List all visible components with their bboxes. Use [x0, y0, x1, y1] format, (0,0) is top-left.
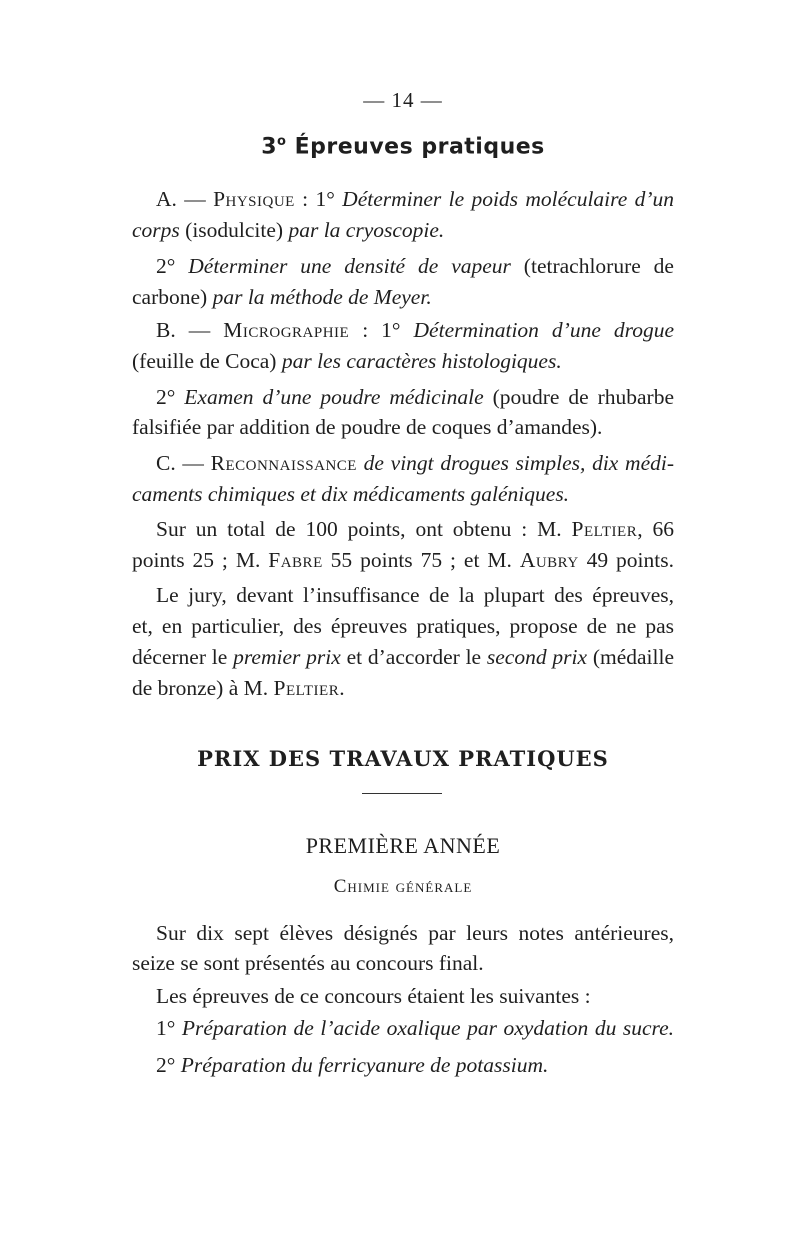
paragraph-line: Sur dix sept élèves désignés par leurs notes antérieures, — [156, 921, 674, 945]
paragraph-line — [132, 479, 674, 509]
text-span: second prix — [486, 645, 588, 669]
paragraph-line — [132, 315, 674, 345]
text-span: A. — — [156, 187, 214, 211]
text-span: Physique — [213, 187, 295, 211]
text-span: Examen d’une poudre médicinale — [184, 385, 484, 409]
paragraph-line — [132, 1013, 674, 1043]
text-span: (tetrachlorure de — [510, 254, 674, 278]
paragraph-line — [132, 382, 674, 412]
section-number: 3 — [261, 134, 278, 160]
text-span: Micrographie — [223, 318, 350, 342]
text-span: 2° — [156, 385, 185, 409]
text-span: carbone) — [132, 285, 213, 309]
heading-premiere-annee: PREMIÈRE ANNÉE — [305, 833, 501, 858]
text-span: : 1° — [349, 318, 414, 342]
divider-rule — [362, 793, 442, 794]
text-span: Peltier — [273, 676, 340, 700]
text-span: par la cryoscopie. — [288, 218, 445, 242]
text-span: décerner le — [132, 645, 234, 669]
text-span: points 25 ; M. — [132, 548, 269, 572]
text-span: Peltier — [571, 517, 638, 541]
text-span: Fabre — [268, 548, 323, 572]
paragraph-line: et, en particulier, des épreuves pratiques, propose de ne pas — [132, 614, 674, 638]
text-span: corps — [132, 218, 180, 242]
paragraph-line: falsifiée par addition de poudre de coques d’amandes). — [132, 415, 603, 439]
text-span: Déterminer une densité de vapeur — [188, 254, 511, 278]
section-title — [132, 134, 674, 159]
section-title-text: Épreuves pratiques — [294, 134, 545, 160]
text-span: Préparation de l’acide oxalique par oxydation du sucre. — [181, 1016, 675, 1040]
paragraph-line — [132, 545, 674, 575]
text-span: premier prix — [233, 645, 341, 669]
text-span: Aubry — [519, 548, 579, 572]
paragraph-line — [132, 346, 674, 376]
paragraph-line — [132, 514, 674, 544]
text-span: (isodulcite) — [179, 218, 289, 242]
text-span: Préparation du ferricyanure de potassium. — [180, 1053, 549, 1077]
text-span: et d’accorder le — [340, 645, 487, 669]
text-span: de bronze) à M. — [132, 676, 274, 700]
section-number-sup: o — [277, 134, 287, 149]
text-span: : 1° — [294, 187, 343, 211]
text-span: Reconnaissance — [210, 451, 357, 475]
paragraph-line — [132, 673, 674, 703]
paragraph-line — [132, 642, 674, 672]
text-span: de vingt drogues simples, dix médi- — [356, 451, 674, 475]
paragraph-line — [132, 251, 674, 281]
text-span: (poudre de rhubarbe — [483, 385, 675, 409]
text-span: 49 points. — [578, 548, 674, 572]
text-span: 2° — [156, 1053, 181, 1077]
paragraph-line — [132, 184, 674, 214]
text-span: Sur un total de 100 points, ont obtenu : M. — [156, 517, 572, 541]
paragraph-line — [132, 448, 674, 478]
paragraph-line — [132, 215, 674, 245]
text-span: par la méthode de Meyer. — [212, 285, 432, 309]
text-span: C. — — [156, 451, 211, 475]
text-span: par les caractères histologiques. — [281, 349, 562, 373]
heading-prix-travaux-pratiques: PRIX DES TRAVAUX PRATIQUES — [197, 746, 609, 771]
text-span: (médaille — [587, 645, 675, 669]
text-span: Déterminer le poids moléculaire d’un — [342, 187, 674, 211]
text-span: 55 points 75 ; et M. — [322, 548, 520, 572]
paragraph-line: Le jury, devant l’insuffisance de la plupart des épreuves, — [156, 583, 674, 607]
text-span: B. — — [156, 318, 224, 342]
page-number: — 14 — — [363, 88, 443, 112]
text-span: , 66 — [637, 517, 674, 541]
text-span: caments chimiques et dix médicaments galéniques. — [132, 482, 570, 506]
text-span: . — [339, 676, 345, 700]
text-span: Détermination d’une drogue — [413, 318, 674, 342]
text-span: 2° — [156, 254, 189, 278]
paragraph-line — [132, 282, 674, 312]
text-span: 1° — [156, 1016, 182, 1040]
paragraph-line: Les épreuves de ce concours étaient les suivantes : — [156, 984, 591, 1008]
heading-chimie-generale: Chimie générale — [333, 876, 473, 897]
paragraph-line — [132, 1050, 674, 1080]
text-span: (feuille de Coca) — [132, 349, 282, 373]
paragraph-line: seize se sont présentés au concours final. — [132, 951, 484, 975]
